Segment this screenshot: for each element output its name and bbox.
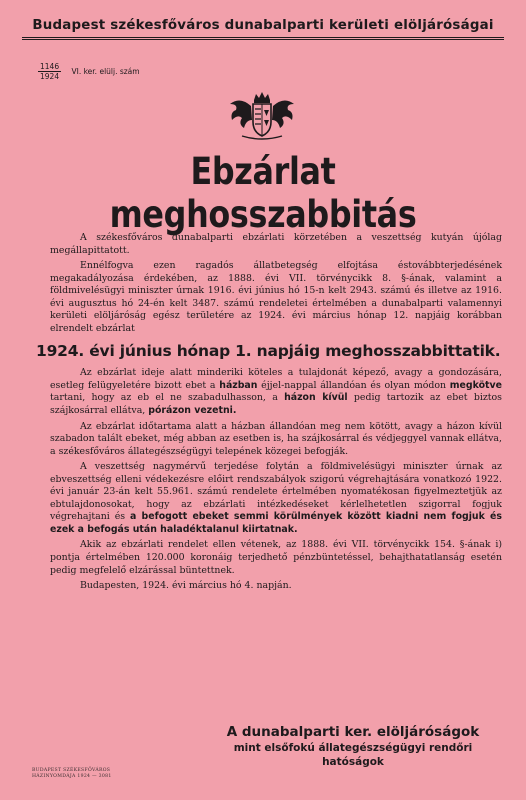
paragraph-warning <box>50 461 502 536</box>
printer-line-2: HÁZINYOMDÁJA 1924 — 3081 <box>32 774 112 779</box>
paragraph-obligations <box>50 367 502 417</box>
warning-text: A veszettség nagymérvű terjedése folytán a földmivelésügyi miniszter úrnak az ebveszettség elleni védekezésre előirt rendszabályok szigorú végrehajtására vonatkozó 1922. évi január 23-án kelt 55.961. számú rendelete értelmében nyomatékosan figyelmeztetjük az ebtulajdonosokat, hogy az ebzárlati intézkedéseket kérlelhetetlen szigorral fogjuk végrehajtani és <box>50 461 502 523</box>
obligations-text-a: Az ebzárlat ideje alatt minderiki köteles a tulajdonát képező, avagy a gondozására, esetleg felügyeletére bizott ebet a <box>50 367 502 391</box>
reference-label: VI. ker. elülj. szám <box>71 67 140 76</box>
signature-authority: A dunabalparti ker. elöljáróságok <box>226 724 480 740</box>
printer-imprint <box>32 768 112 780</box>
warning-emphasis: a befogott ebeket semmi körülmények között kiadni nem fogjuk és ezek a befogás után haladéktalanul kiirtatnak. <box>50 511 502 535</box>
obligations-emphasis-outside: házon kívül <box>284 392 348 404</box>
obligations-emphasis-tied: megkötve <box>449 379 502 391</box>
obligations-emphasis-leash: pórázon vezetni. <box>148 405 237 417</box>
issue-date: Budapesten, 1924. évi március hó 4. napján. <box>80 580 292 592</box>
issuer-header: Budapest székesfőváros dunabalparti kerületi elöljáróságai <box>22 18 504 40</box>
notice-body <box>36 232 502 596</box>
reference-denominator: 1924 <box>40 72 60 81</box>
paragraph-penalty: Akik az ebzárlati rendelet ellen vétenek, az 1888. évi VII. törvénycikk 154. §-ának i) pontja értelmében 120.000 koronáig terjedhető pénzbüntetéssel, behajthatatlanság esetén pedig megfelelő elzárással büntettnek. <box>50 539 502 576</box>
obligations-text-c: éjjel-nappal állandóan és olyan módon <box>261 379 447 391</box>
signature-capacity: mint elsőfokú állategészségügyi rendőri hatóságok <box>233 742 473 768</box>
poster-title: Ebzárlat meghosszabbitás <box>109 150 417 236</box>
signature-block <box>208 723 498 769</box>
extension-announcement: 1924. évi június hónap 1. napjáig meghosszabbittatik. <box>36 342 501 361</box>
reference-number <box>38 62 140 81</box>
printer-line-1: BUDAPEST SZÉKESFŐVÁROS <box>32 768 111 773</box>
obligations-text-g: pedig tartozik az ebet biztos szájkosárral ellátva, <box>50 392 502 417</box>
reference-fraction <box>38 62 61 81</box>
paragraph-capture: Az ebzárlat időtartama alatt a házban állandóan meg nem kötött, avagy a házon kívül szabadon talált ebeket, még abban az esetben is, ha szájkosárral és védjeggyel vannak ellátva, a székesfőváros állategészségügyi telepének közegei befogják. <box>50 420 502 457</box>
obligations-text-e: tartani, hogy az eb el ne szabadulhasson, a <box>50 392 278 404</box>
paragraph-outbreak: A székesfőváros dunabalparti ebzárlati körzetében a veszettség kutyán újólag megállapittatott. <box>50 232 502 256</box>
paragraph-legal-basis: Ennélfogva ezen ragadós állatbetegség elfojtása éstovábbterjedésének megakadályozása érdekében, az 1888. évi VII. törvénycikk 8. §-ának, valamint a földmivelésügyi miniszter úrnak 1916. évi június hó 15-n kelt 2943. számú és illetve az 1916. évi augusztus hó 24-én kelt 3487. számú rendeletei értelmében a dunabalparti valamennyi kerületi elöljáróság egész területére az 1924. évi március hónap 12. napjáig korábban elrendelt ebzárlat <box>50 260 502 334</box>
reference-numerator: 1146 <box>40 62 60 71</box>
obligations-emphasis-house: házban <box>219 379 258 391</box>
coat-of-arms-icon <box>226 92 298 142</box>
